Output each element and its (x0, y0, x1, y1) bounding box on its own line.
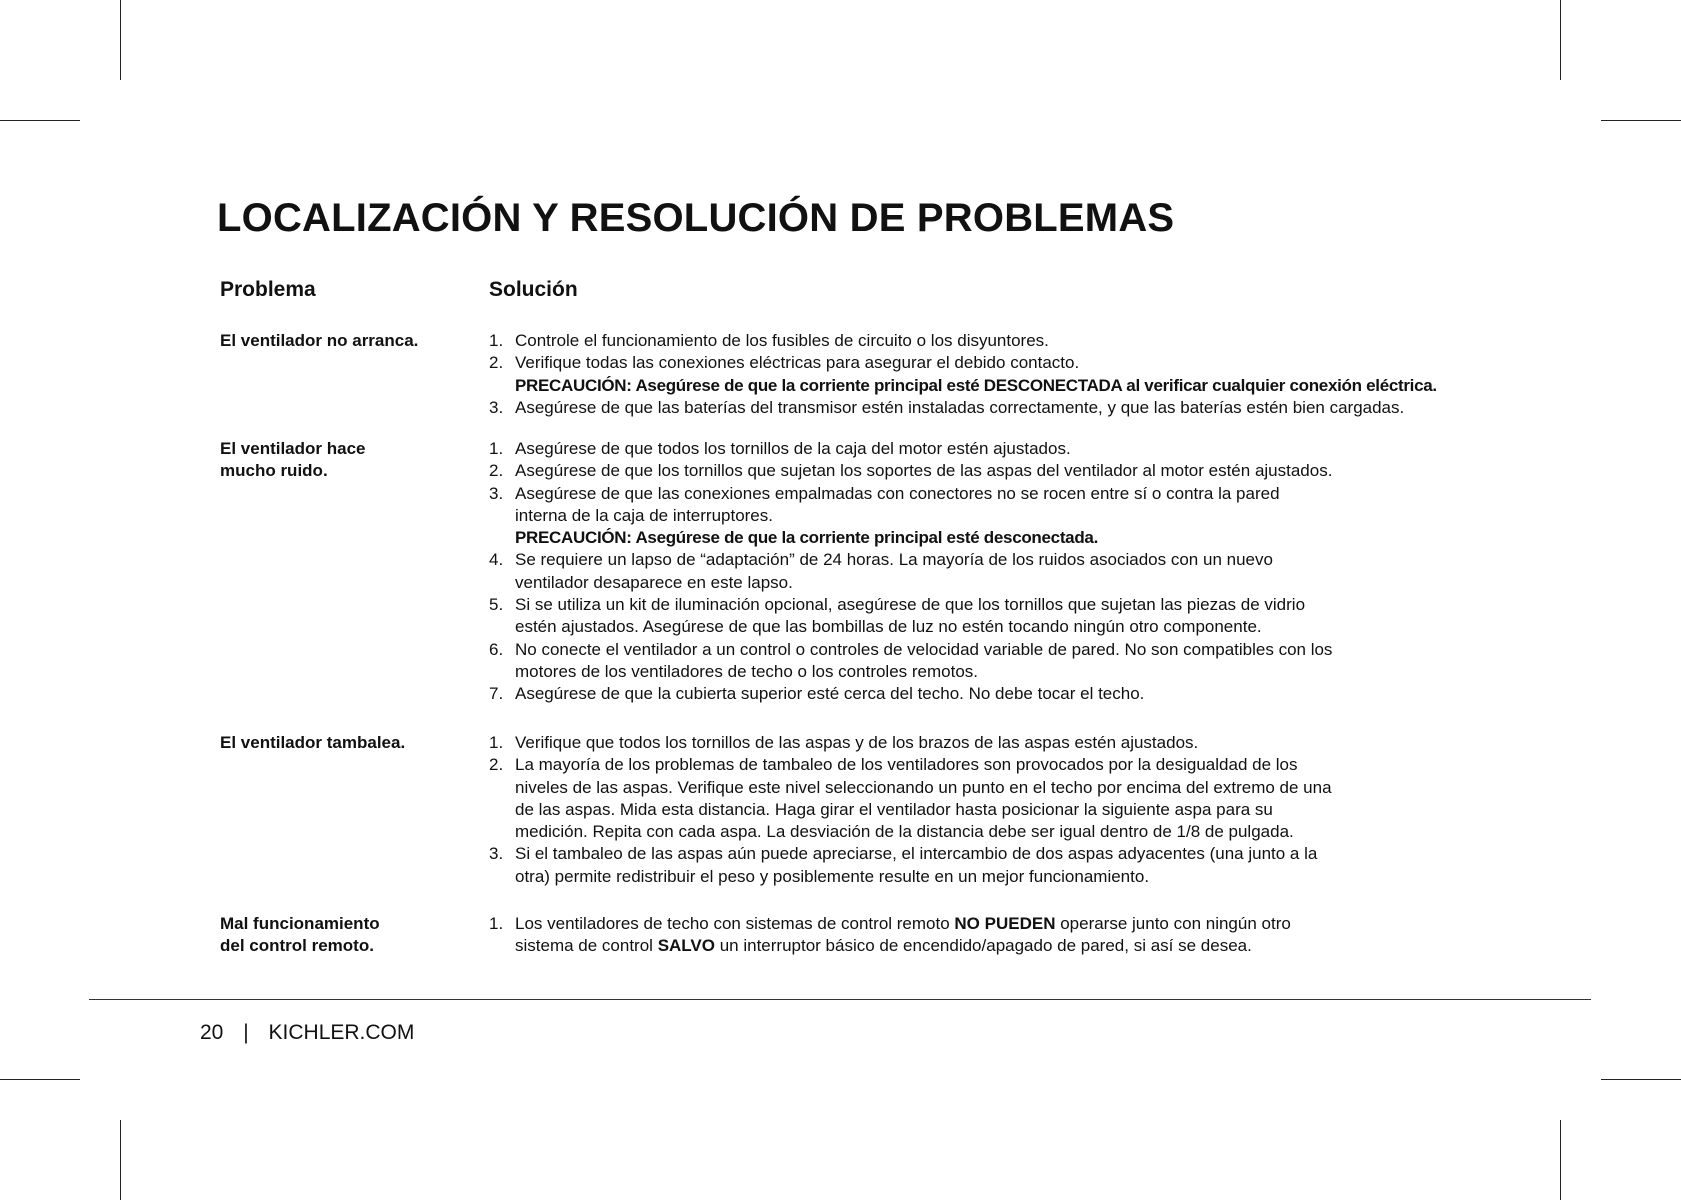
crop-mark (1601, 120, 1681, 121)
solution-item: 3. Asegúrese de que las conexiones empalmadas con conectores no se rocen entre sí o contra la pared interna de la caja de interruptores. PRECAUCIÓN: Asegúrese de que la corriente principal esté desconectada. (489, 483, 1539, 550)
emphasis-text: SALVO (657, 936, 715, 956)
solution-item: 5. Si se utiliza un kit de iluminación opcional, asegúrese de que los tornillos que sujetan las piezas de vidrio estén ajustados. Asegúrese de que las bombillas de luz no estén tocando ningún otro componente. (489, 595, 1306, 637)
caution-note: PRECAUCIÓN: Asegúrese de que la corriente principal esté desconectada. (515, 528, 1098, 548)
solution-item: 4. Se requiere un lapso de “adaptación” de 24 horas. La mayoría de los ruidos asociados con un nuevo ventilador desaparece en este lapso. (489, 550, 1273, 592)
solution-list (489, 913, 1539, 958)
solution-item: 2. La mayoría de los problemas de tambaleo de los ventiladores son provocados por la desigualdad de los niveles de las aspas. Verifique este nivel seleccionando un punto en el techo por encima del extremo de una de las aspas. Mida esta distancia. Haga girar el ventilador hasta posicionar la siguiente aspa para su medición. Repita con cada aspa. La desviación de la distancia debe ser igual dentro de 1/8 de pulgada. (489, 755, 1332, 842)
solution-list (489, 732, 1539, 888)
solution-item: 2. Asegúrese de que los tornillos que sujetan los soportes de las aspas del ventilador al motor estén ajustados. (489, 461, 1333, 481)
caution-note: PRECAUCIÓN: Asegúrese de que la corriente principal esté DESCONECTADA al verificar cualquier conexión eléctrica. (515, 375, 1437, 395)
solution-list (489, 330, 1539, 419)
solution-item: 6. No conecte el ventilador a un control o controles de velocidad variable de pared. No son compatibles con los motores de los ventiladores de techo o los controles remotos. (489, 639, 1333, 681)
emphasis-text: NO PUEDEN (954, 914, 1056, 933)
crop-mark (1601, 1079, 1681, 1080)
crop-mark (120, 0, 121, 80)
solution-item: 1. Controle el funcionamiento de los fusibles de circuito o los disyuntores. (489, 331, 1049, 350)
crop-mark (0, 120, 80, 121)
page-title: LOCALIZACIÓN Y RESOLUCIÓN DE PROBLEMAS (217, 196, 1175, 240)
solution-item: 3. Si el tambaleo de las aspas aún puede apreciarse, el intercambio de dos aspas adyacentes (una junto a la otra) permite redistribuir el peso y posiblemente resulte en un mejor funcionamiento. (489, 844, 1318, 886)
problem-label: El ventilador tambalea. (220, 733, 406, 752)
crop-mark (120, 1120, 121, 1200)
solution-column-header: Solución (489, 278, 578, 301)
page-number: 20 (200, 1021, 224, 1044)
solution-item: 7. Asegúrese de que la cubierta superior esté cerca del techo. No debe tocar el techo. (489, 684, 1145, 704)
solution-list (489, 438, 1539, 706)
crop-mark (0, 1079, 80, 1080)
crop-mark (1560, 1120, 1561, 1200)
crop-mark (1560, 0, 1561, 80)
problem-label: Mal funcionamiento del control remoto. (220, 914, 380, 956)
problem-column-header: Problema (220, 278, 316, 301)
page-footer (200, 1021, 414, 1045)
solution-item: 1. Verifique que todos los tornillos de las aspas y de los brazos de las aspas estén ajustados. (489, 733, 1199, 752)
solution-item: 2. Verifique todas las conexiones eléctricas para asegurar el debido contacto. PRECAUCIÓN: Asegúrese de que la corriente principal esté DESCONECTADA al verificar cualquier conexión eléctrica. (489, 352, 1539, 397)
website-link[interactable]: KICHLER.COM (268, 1021, 415, 1044)
solution-item: 3. Asegúrese de que las baterías del transmisor estén instaladas correctamente, y que las baterías estén bien cargadas. (489, 397, 1405, 417)
footer-divider (89, 999, 1591, 1000)
solution-item: 1. Los ventiladores de techo con sistemas de control remoto NO PUEDEN operarse junto con ningún otro sistema de control SALVO un interruptor básico de encendido/apagado de pared, si así se desea. (489, 914, 1291, 956)
solution-item: 1. Asegúrese de que todos los tornillos de la caja del motor estén ajustados. (489, 439, 1071, 458)
problem-label: El ventilador no arranca. (220, 331, 419, 350)
problem-label: El ventilador hace mucho ruido. (220, 439, 366, 481)
footer-separator: | (243, 1021, 249, 1044)
